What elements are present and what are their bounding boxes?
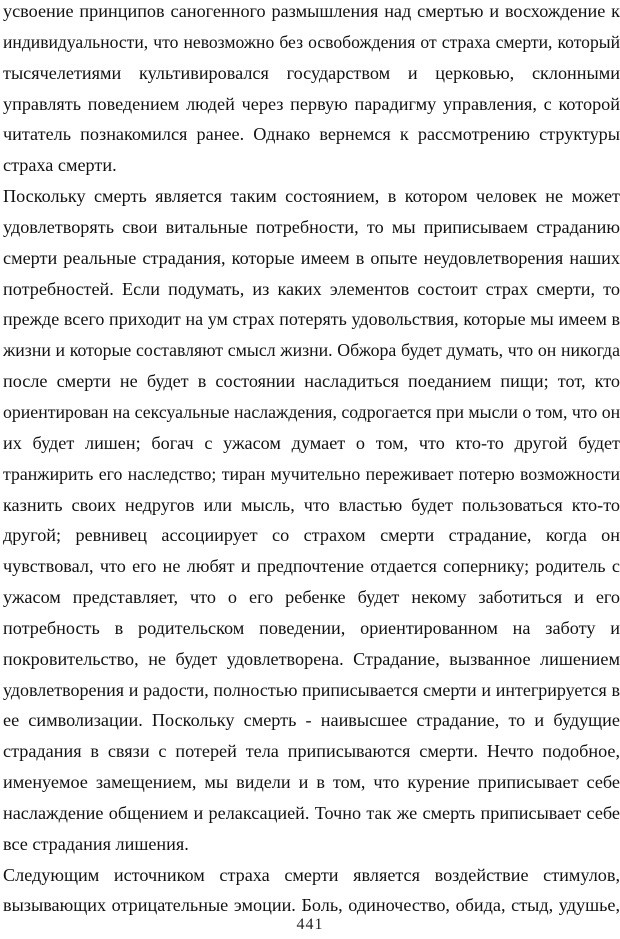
body-text bbox=[3, 0, 620, 921]
text-line: ужасом представляет, что о его ребенке будет некому заботиться и его bbox=[3, 587, 620, 608]
text-line: транжирить его наследство; тиран мучительно переживает потерю возможности bbox=[3, 463, 620, 484]
text-line: вызывающих отрицательные эмоции. Боль, одиночество, обида, стыд, удушье, bbox=[3, 895, 620, 916]
text-line: все страдания лишения. bbox=[3, 833, 189, 854]
text-line: страдания в связи с потерей тела приписываются смерти. Нечто подобное, bbox=[3, 741, 620, 762]
text-line: именуемое замещением, мы видели и в том, что курение приписывает себе bbox=[3, 772, 620, 793]
text-line: Следующим источником страха смерти является воздействие стимулов, bbox=[3, 864, 620, 885]
text-line: страха смерти. bbox=[3, 155, 117, 176]
text-line: их будет лишен; богач с ужасом думает о том, что кто-то другой будет bbox=[3, 432, 620, 453]
text-line: потребностей. Если подумать, из каких элементов состоит страх смерти, то bbox=[3, 278, 620, 299]
text-line: удовлетворять свои витальные потребности, то мы приписываем страданию bbox=[3, 216, 620, 237]
text-line: жизни и которые составляют смысл жизни. Обжора будет думать, что он никогда bbox=[3, 340, 620, 361]
text-line: удовлетворения и радости, полностью приписывается смерти и интегрируется в bbox=[3, 679, 620, 700]
text-line: прежде всего приходит на ум страх потерять удовольствия, которые мы имеем в bbox=[3, 309, 620, 330]
text-line: индивидуальности, что невозможно без освобождения от страха смерти, который bbox=[3, 31, 620, 52]
text-line: после смерти не будет в состоянии насладиться поеданием пищи; тот, кто bbox=[3, 371, 620, 392]
text-line: наслаждение общением и релаксацией. Точно так же смерть приписывает себе bbox=[3, 802, 620, 823]
page-number: 441 bbox=[296, 916, 324, 933]
text-line: ее символизации. Поскольку смерть - наивысшее страдание, то и будущие bbox=[3, 710, 620, 731]
text-line: Поскольку смерть является таким состоянием, в котором человек не может bbox=[3, 186, 620, 207]
text-line: чувствовал, что его не любят и предпочтение отдается сопернику; родитель с bbox=[3, 556, 620, 577]
text-line: казнить своих недругов или мысль, что властью будет пользоваться кто-то bbox=[3, 494, 620, 515]
text-line: потребность в родительском поведении, ориентированном на заботу и bbox=[3, 617, 620, 638]
text-line: ориентирован на сексуальные наслаждения, содрогается при мысли о том, что он bbox=[3, 401, 620, 422]
text-line: усвоение принципов саногенного размышления над смертью и восхождение к bbox=[3, 1, 620, 21]
text-line: смерти реальные страдания, которые имеем в опыте неудовлетворения наших bbox=[3, 247, 620, 268]
text-line: другой; ревнивец ассоциирует со страхом смерти страдание, когда он bbox=[3, 525, 620, 546]
text-line: покровительство, не будет удовлетворена. Страдание, вызванное лишением bbox=[3, 648, 620, 669]
text-line: тысячелетиями культивировался государством и церковью, склонными bbox=[3, 62, 620, 83]
text-line: читатель познакомился ранее. Однако вернемся к рассмотрению структуры bbox=[3, 124, 620, 145]
text-line: управлять поведением людей через первую парадигму управления, с которой bbox=[3, 93, 620, 114]
